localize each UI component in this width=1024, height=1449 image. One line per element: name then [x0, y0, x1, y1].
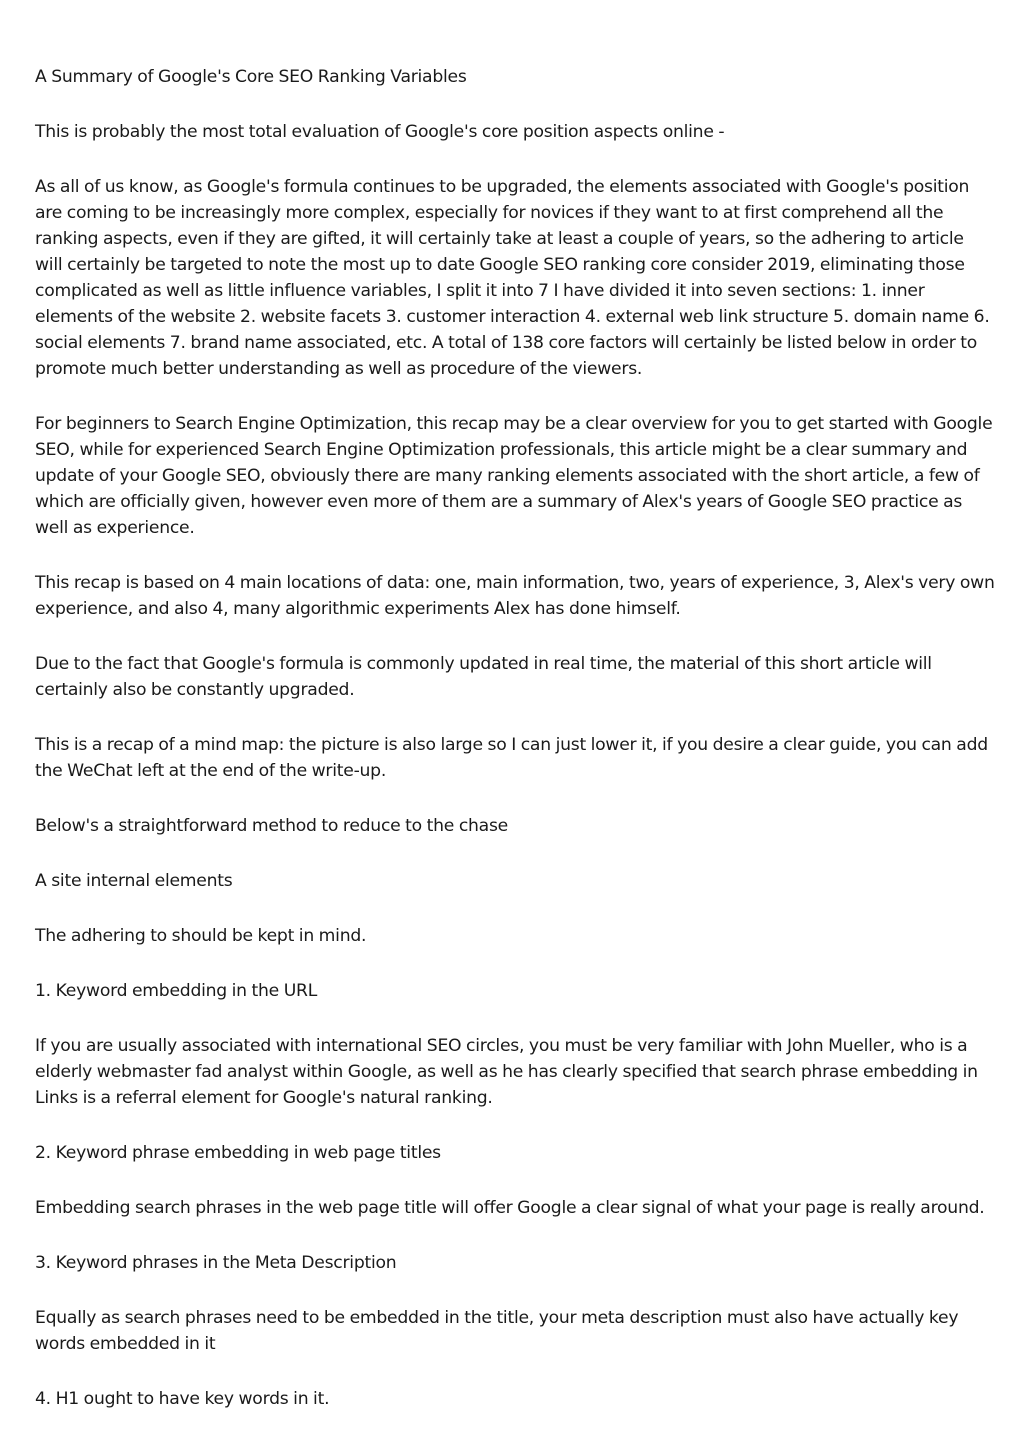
- body-paragraph: Equally as search phrases need to be embedded in the title, your meta description must also have actually key words embedded in it: [35, 1308, 959, 1354]
- body-paragraph: This is a recap of a mind map: the picture is also large so I can just lower it, if you desire a clear guide, you can add the WeChat left at the end of the write-up.: [35, 735, 988, 781]
- body-paragraph: For beginners to Search Engine Optimization, this recap may be a clear overview for you to get started with Google SEO, while for experienced Search Engine Optimization professionals, this article might be a clear summary and update of your Google SEO, obviously there are many ranking elements associated with the short article, a few of which are officially given, however even more of them are a summary of Alex's years of Google SEO practice as well as experience.: [35, 414, 993, 538]
- list-item-heading: 1. Keyword embedding in the URL: [35, 981, 318, 1001]
- body-paragraph: As all of us know, as Google's formula continues to be upgraded, the elements associated with Google's position are coming to be increasingly more complex, especially for novices if they want to at first comprehend all the ranking aspects, even if they are gifted, it will certainly take at least a couple of years, so the adhering to article will certainly be targeted to note the most up to date Google SEO ranking core consider 2019, eliminating those complicated as well as little influence variables, I split it into 7 I have divided it into seven sections: 1. inner elements of the website 2. website facets 3. customer interaction 4. external web link structure 5. domain name 6. social elements 7. brand name associated, etc. A total of 138 core factors will certainly be listed below in order to promote much better understanding as well as procedure of the viewers.: [35, 177, 990, 379]
- body-paragraph: Due to the fact that Google's formula is commonly updated in real time, the material of this short article will certainly also be constantly upgraded.: [35, 654, 932, 700]
- list-item-heading: 2. Keyword phrase embedding in web page titles: [35, 1143, 441, 1163]
- body-paragraph: If you are usually associated with international SEO circles, you must be very familiar with John Mueller, who is a elderly webmaster fad analyst within Google, as well as he has clearly specified that search phrase embedding in Links is a referral element for Google's natural ranking.: [35, 1036, 978, 1108]
- document-body: [35, 64, 995, 1441]
- document-title: A Summary of Google's Core SEO Ranking Variables: [35, 67, 467, 87]
- list-item-heading: 4. H1 ought to have key words in it.: [35, 1389, 330, 1409]
- list-item-heading: 3. Keyword phrases in the Meta Description: [35, 1253, 397, 1273]
- body-paragraph: The adhering to should be kept in mind.: [35, 926, 367, 946]
- body-paragraph: Embedding search phrases in the web page title will offer Google a clear signal of what your page is really around.: [35, 1198, 985, 1218]
- section-heading: A site internal elements: [35, 871, 233, 891]
- intro-paragraph: This is probably the most total evaluation of Google's core position aspects online -: [35, 122, 725, 142]
- body-paragraph: This recap is based on 4 main locations of data: one, main information, two, years of experience, 3, Alex's very own experience, and also 4, many algorithmic experiments Alex has done himself.: [35, 573, 995, 619]
- body-paragraph: Below's a straightforward method to reduce to the chase: [35, 816, 508, 836]
